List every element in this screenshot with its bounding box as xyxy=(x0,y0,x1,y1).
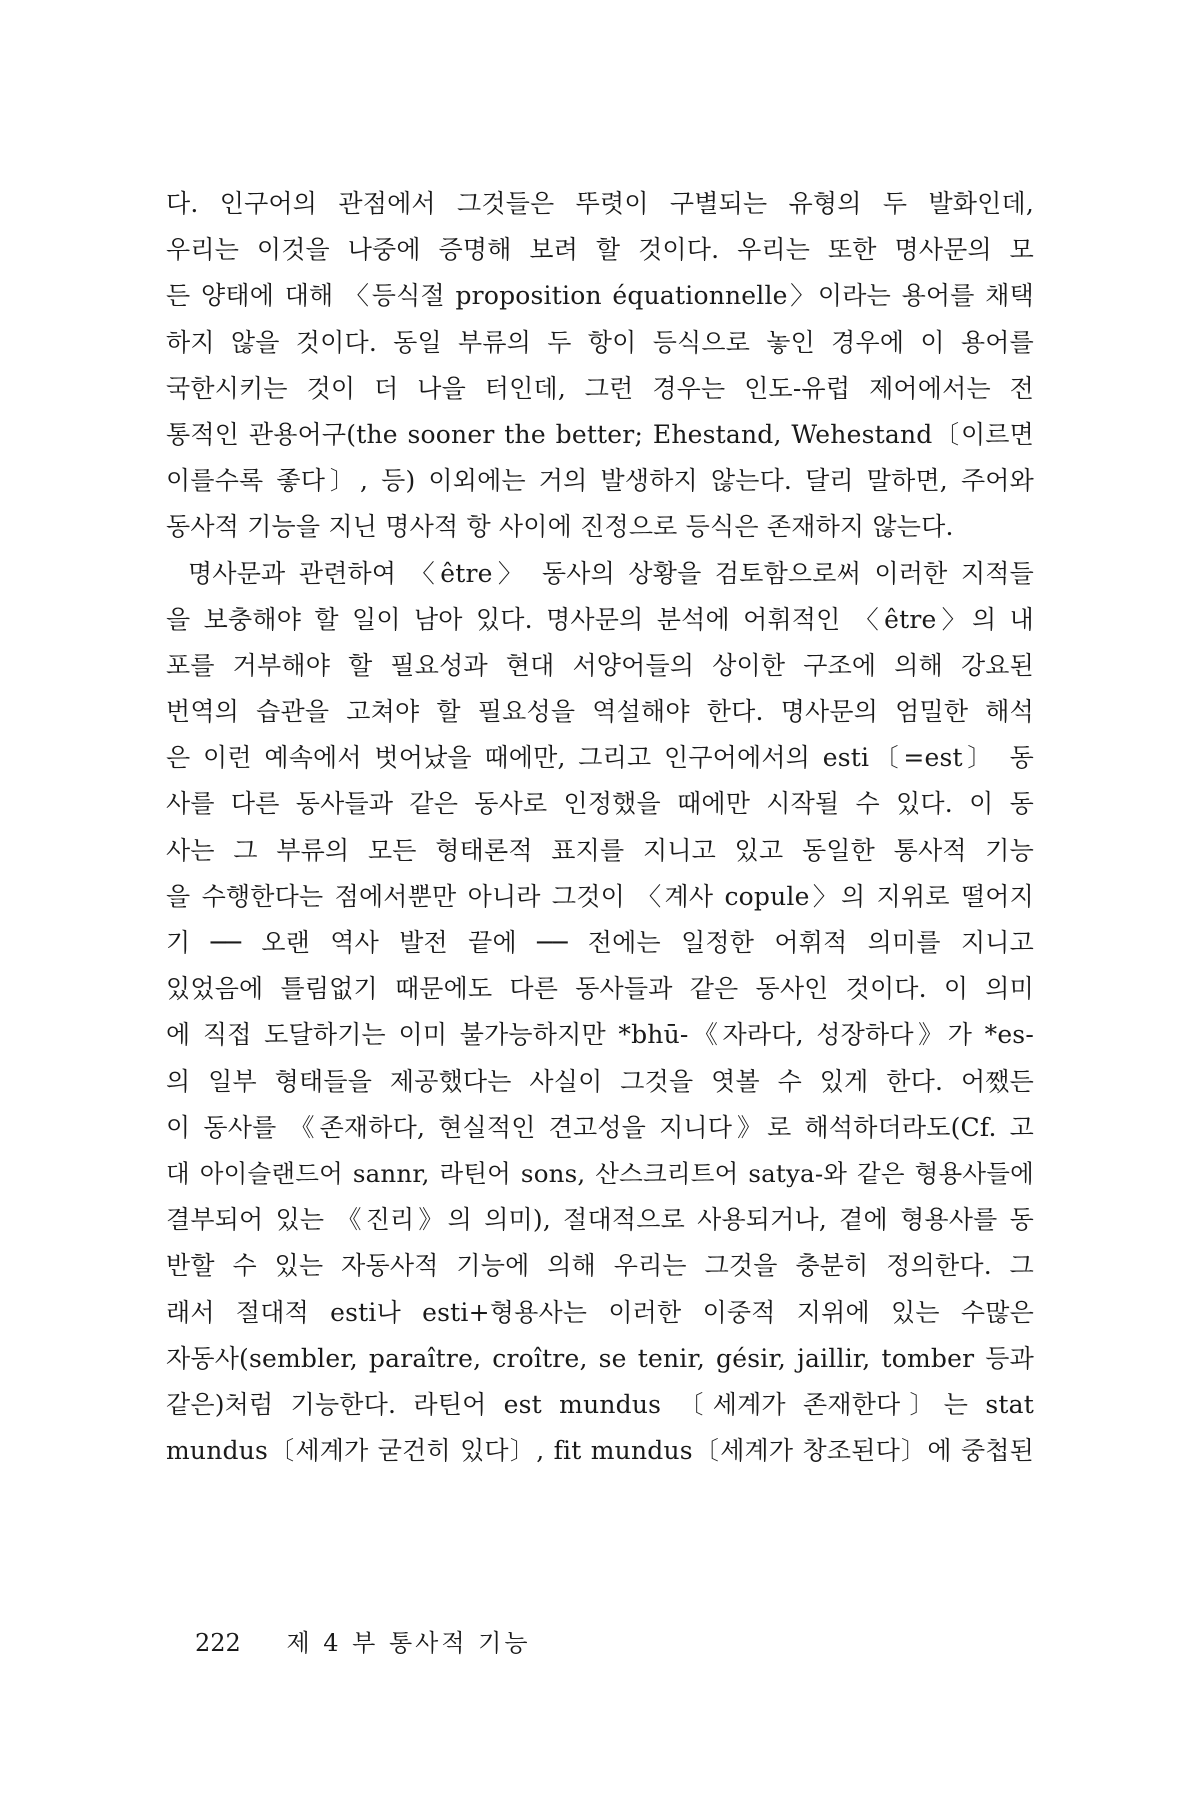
text-line: 다. 인구어의 관점에서 그것들은 뚜렷이 구별되는 유형의 두 발화인데, xyxy=(166,189,1034,218)
text-line: 대 아이슬랜드어 sannr, 라틴어 sons, 산스크리트어 satya-와 같은 형용사들에 xyxy=(166,1158,1034,1188)
text-line: 결부되어 있는 《진리》의 의미), 절대적으로 사용되거나, 곁에 형용사를 동 xyxy=(166,1205,1034,1235)
text-line: 포를 거부해야 할 필요성과 현대 서양어들의 상이한 구조에 의해 강요된 xyxy=(166,650,1034,680)
text-line: 사는 그 부류의 모든 형태론적 표지를 지니고 있고 동일한 통사적 기능 xyxy=(166,835,1034,865)
text-line: 기 ── 오랜 역사 발전 끝에 ── 전에는 일정한 어휘적 의미를 지니고 xyxy=(166,928,1034,957)
text-line: 의 일부 형태들을 제공했다는 사실이 그것을 엿볼 수 있게 한다. 어쨌든 xyxy=(166,1066,1034,1096)
text-line: 에 직접 도달하기는 이미 불가능하지만 *bhū-《자라다, 성장하다》가 *es- xyxy=(166,1020,1034,1050)
text-line: 있었음에 틀림없기 때문에도 다른 동사들과 같은 동사인 것이다. 이 의미 xyxy=(166,974,1034,1004)
text-line: 자동사(sembler, paraître, croître, se tenir, gésir, jaillir, tomber 등과 xyxy=(166,1343,1034,1373)
text-line: 국한시키는 것이 더 나을 터인데, 그런 경우는 인도-유럽 제어에서는 전 xyxy=(166,373,1034,403)
page-footer xyxy=(195,1628,531,1658)
text-line: 을 보충해야 할 일이 남아 있다. 명사문의 분석에 어휘적인 〈être〉의 내 xyxy=(166,604,1034,634)
text-line: 이 동사를 《존재하다, 현실적인 견고성을 지니다》로 해석하더라도(Cf. 고 xyxy=(166,1112,1034,1142)
text-line: 사를 다른 동사들과 같은 동사로 인정했을 때에만 시작될 수 있다. 이 동 xyxy=(166,789,1034,819)
text-line: 명사문과 관련하여 〈être〉 동사의 상황을 검토함으로써 이러한 지적들 xyxy=(188,558,1034,588)
text-line: 번역의 습관을 고쳐야 할 필요성을 역설해야 한다. 명사문의 엄밀한 해석 xyxy=(166,697,1034,727)
body-text xyxy=(166,181,1034,1474)
page-number: 222 xyxy=(195,1629,241,1657)
text-line: 같은)처럼 기능한다. 라틴어 est mundus 〔세계가 존재한다〕는 stat xyxy=(166,1389,1034,1419)
text-line: 은 이런 예속에서 벗어났을 때에만, 그리고 인구어에서의 esti〔=est〕 동 xyxy=(166,743,1034,773)
text-line: 우리는 이것을 나중에 증명해 보려 할 것이다. 우리는 또한 명사문의 모 xyxy=(166,235,1034,265)
text-line: 든 양태에 대해 〈등식절 proposition équationnelle〉이라는 용어를 채택 xyxy=(166,281,1034,311)
text-line: 통적인 관용어구(the sooner the better; Ehestand, Wehestand〔이르면 xyxy=(166,419,1034,449)
running-head: 제 4 부 통사적 기능 xyxy=(286,1629,531,1657)
text-line: 동사적 기능을 지닌 명사적 항 사이에 진정으로 등식은 존재하지 않는다. xyxy=(166,512,954,542)
text-line: 래서 절대적 esti나 esti+형용사는 이러한 이중적 지위에 있는 수많은 xyxy=(166,1297,1034,1327)
text-line: mundus〔세계가 굳건히 있다〕, fit mundus〔세계가 창조된다〕에 중첩된 xyxy=(166,1436,1034,1466)
text-line: 을 수행한다는 점에서뿐만 아니라 그것이 〈계사 copule〉의 지위로 떨어지 xyxy=(166,881,1034,911)
text-line: 반할 수 있는 자동사적 기능에 의해 우리는 그것을 충분히 정의한다. 그 xyxy=(166,1251,1034,1281)
text-line: 이를수록 좋다〕, 등) 이외에는 거의 발생하지 않는다. 달리 말하면, 주어와 xyxy=(166,466,1034,496)
text-line: 하지 않을 것이다. 동일 부류의 두 항이 등식으로 놓인 경우에 이 용어를 xyxy=(166,327,1034,357)
